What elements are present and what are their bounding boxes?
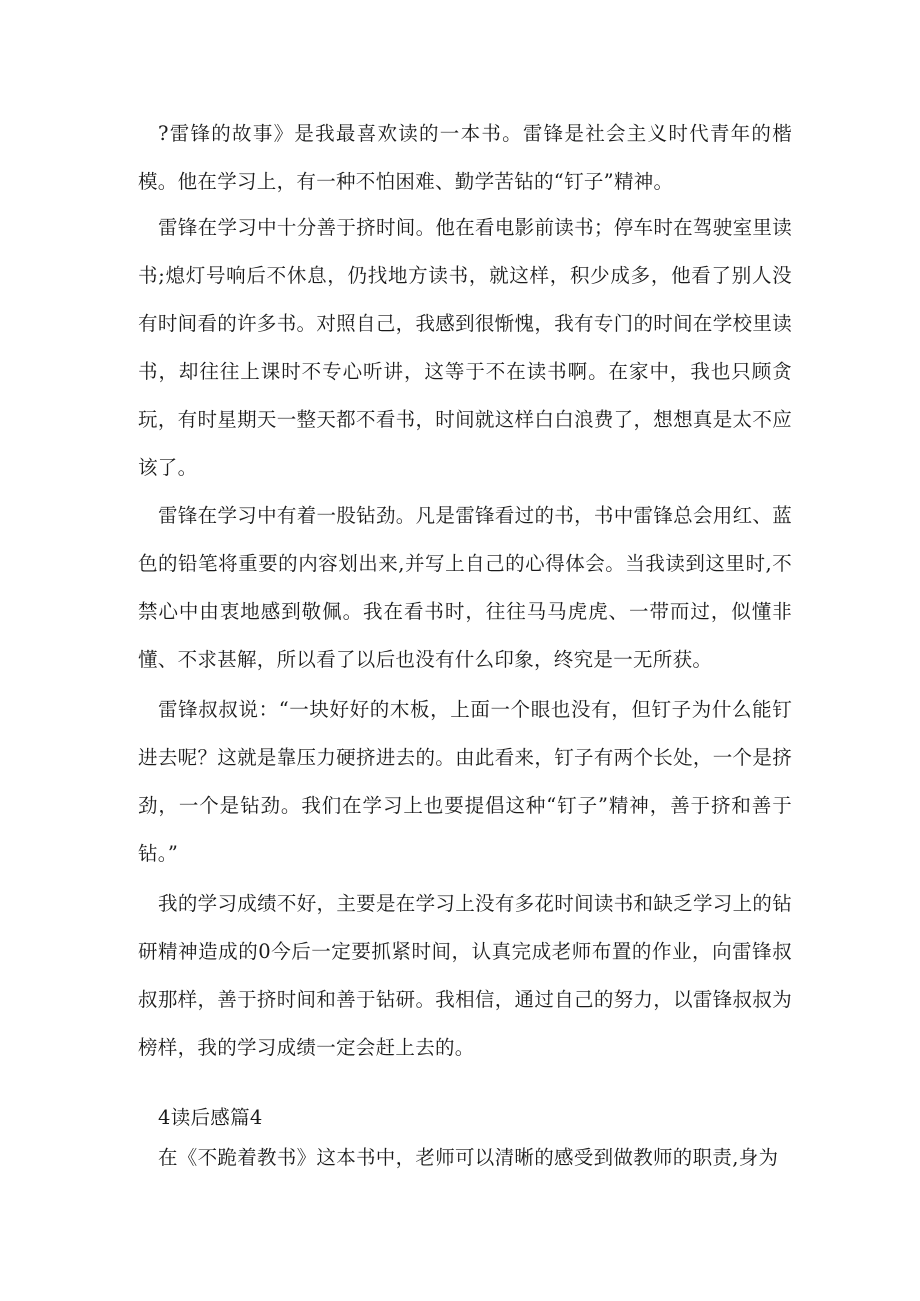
section-heading: 4读后感篇4 <box>158 1106 263 1129</box>
paragraph-4: 雷锋叔叔说：“一块好好的木板，上面一个眼也没有，但钉子为什么能钉进去呢？这就是靠压力硬挤进去的。由此看来，钉子有两个长处，一个是挤劲，一个是钻劲。我们在学习上也要提倡这种“钉子”精神，善于挤和善于钻。” <box>138 698 792 865</box>
paragraph-3: 雷锋在学习中有着一股钻劲。凡是雷锋看过的书，书中雷锋总会用红、蓝色的铅笔将重要的内容划出来,并写上自己的心得体会。当我读到这里时,不禁心中由衷地感到敬佩。我在看书时，往往马马虎虎、一带而过，似懂非懂、不求甚解，所以看了以后也没有什么印象，终究是一无所获。 <box>138 504 792 671</box>
paragraph-6: 在《不跪着教书》这本书中，老师可以清晰的感受到做教师的职责,身为 <box>158 1146 779 1169</box>
paragraph-1: ?雷锋的故事》是我最喜欢读的一本书。雷锋是社会主义时代青年的楷模。他在学习上，有一种不怕困难、勤学苦钻的“钉子”精神。 <box>138 122 792 193</box>
paragraph-2: 雷锋在学习中十分善于挤时间。他在看电影前读书；停车时在驾驶室里读书;熄灯号响后不休息，仍找地方读书，就这样，积少成多，他看了别人没有时间看的许多书。对照自己，我感到很惭愧，我有专门的时间在学校里读书，却往往上课时不专心听讲，这等于不在读书啊。在家中，我也只顾贪玩，有时星期天一整天都不看书，时间就这样白白浪费了，想想真是太不应该了。 <box>138 216 792 479</box>
paragraph-5: 我的学习成绩不好，主要是在学习上没有多花时间读书和缺乏学习上的钻研精神造成的0今后一定要抓紧时间，认真完成老师布置的作业，向雷锋叔叔那样，善于挤时间和善于钻研。我相信，通过自己的努力，以雷锋叔叔为榜样，我的学习成绩一定会赶上去的。 <box>138 892 792 1059</box>
